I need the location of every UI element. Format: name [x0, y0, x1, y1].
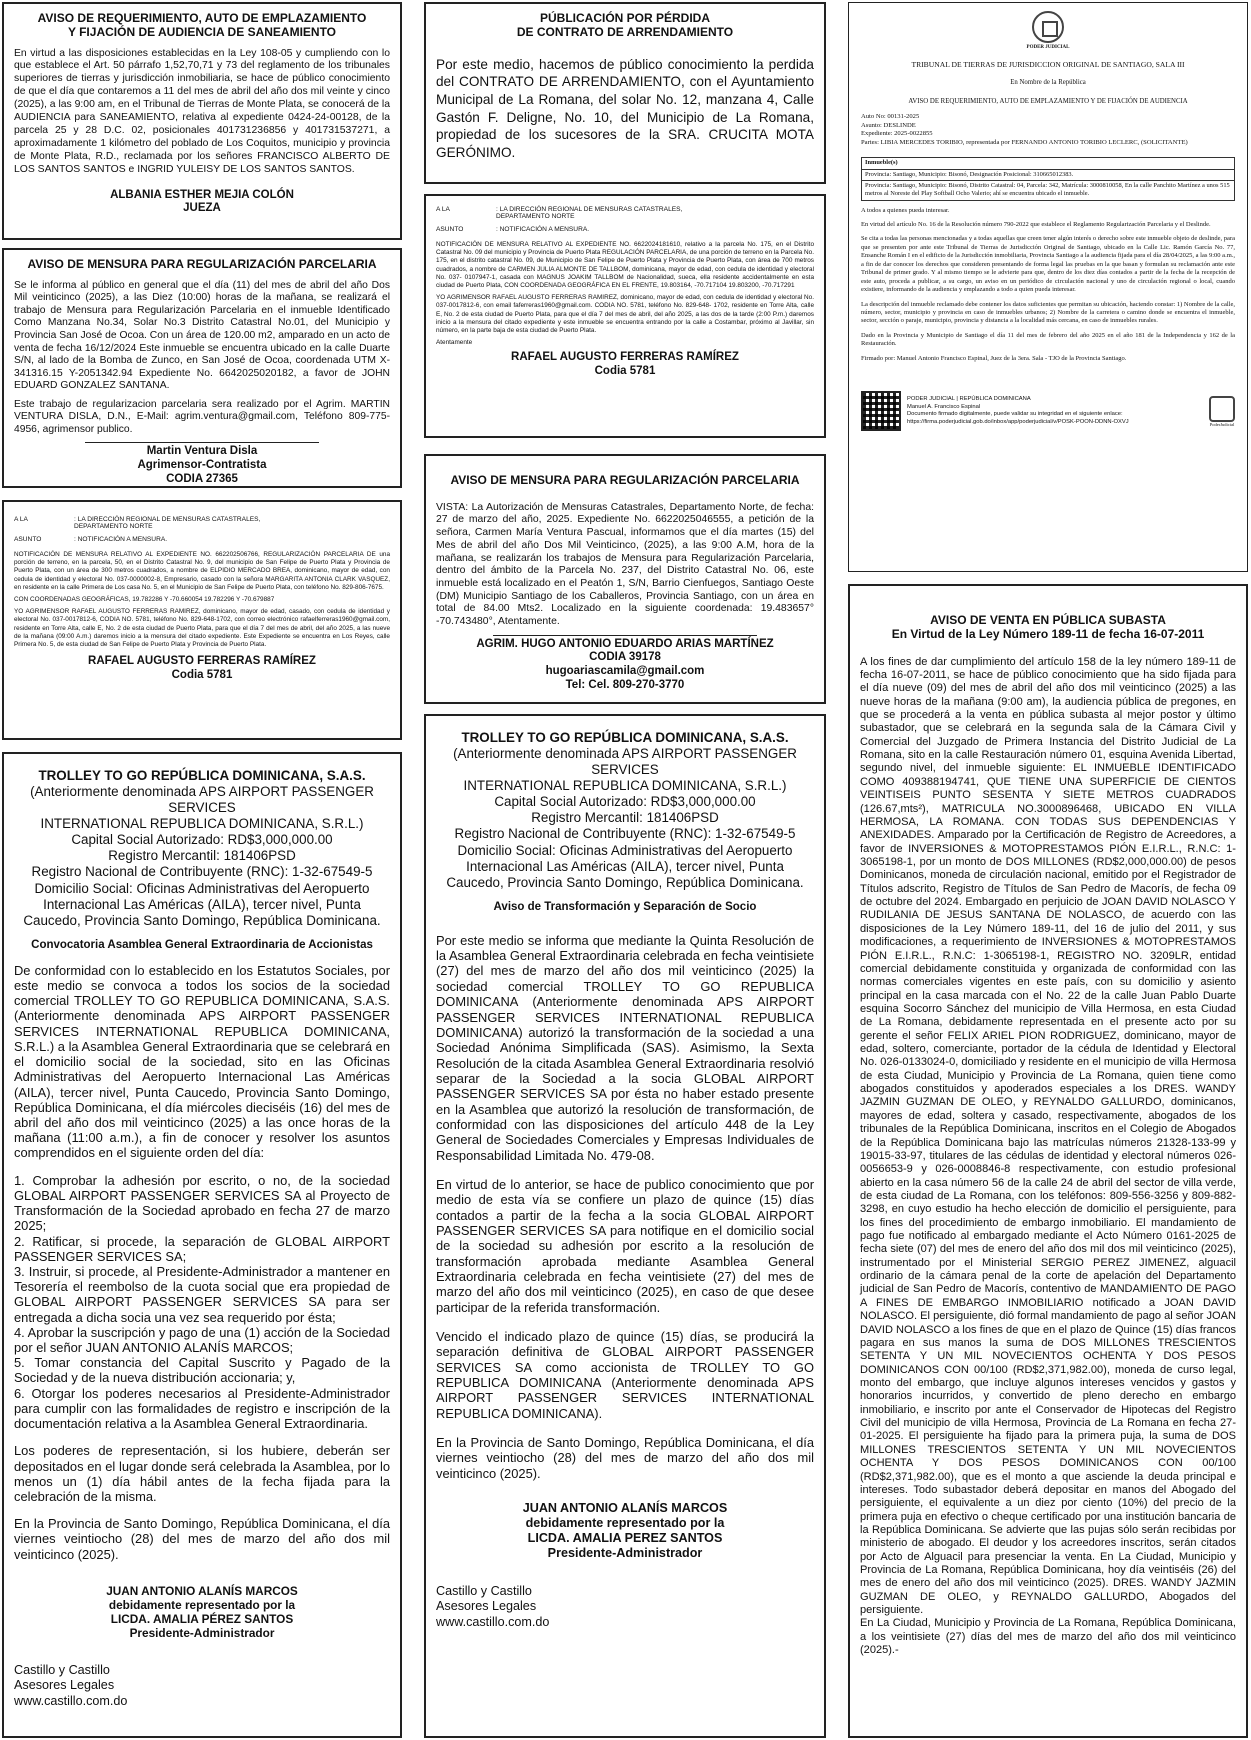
property-row: Provincia: Santiago, Municipio: Bisonó, Designación Posicional: 310665012383. — [862, 170, 1234, 181]
header-row — [436, 226, 814, 233]
company-registry: Registro Mercantil: 181406PSD — [108, 848, 296, 864]
signer-note: debidamente representado por la — [108, 1598, 296, 1613]
notice-tribunal-santiago — [848, 2, 1248, 572]
law-firm-role: Asesores Legales — [14, 1678, 115, 1693]
signer-role: Agrimensor-Contratista — [137, 459, 267, 472]
footer-signer: Manuel A. Francisco Espinal — [907, 403, 981, 410]
court-invocation: En Nombre de la República — [1010, 79, 1086, 86]
signer-representative: LICDA. AMALIA PEREZ SANTOS — [527, 1531, 723, 1546]
law-firm — [14, 1663, 390, 1710]
notice-paragraph: NOTIFICACIÓN DE MENSURA RELATIVO AL EXPEDIENTE NO. 6622024181610, relativo a la parcela No. 175, en el Distrito Catastral No. 09 del municipio y Provincia de Puerto Plata REGULACIÓN PARCELARIA, de una porción de terreno en la Parcela No. 175, en el distrito catastral No. 09, de Municipio de San Felipe de Puerto Plata y Provincia de Puerto Plata, con área de 700 metros cuadrados, a nombre de CARMEN JULIA ALMONTE DE TALLBOM, dominicana, mayor de edad, con cedula de identidad y electoral No. 037- 0107947-1, casada con MAGNUS JOAKIM TALLBOM de Nacionalidad, sueca, ella residente accidentalmente en esta ciudad de Puerto Plata, CON COORDENADA GEOGRÁFICA EN EL FRENTE, 19.803164, -70.717104 19.803200, -70.717291 — [436, 241, 814, 289]
signer-name: AGRIM. HUGO ANTONIO EDUARDO ARIAS MARTÍNEZ — [476, 637, 774, 650]
court-name: TRIBUNAL DE TIERRAS DE JURISDICCION ORIGINAL DE SANTIAGO, SALA III — [911, 60, 1185, 69]
digital-signature-text — [901, 396, 1209, 426]
notice-title — [860, 614, 1236, 642]
agenda-item: 1. Comprobar la adhesión por escrito, o no, de la sociedad GLOBAL AIRPORT PASSENGER SERVICES SA al Proyecto de Transformación de la Sociedad aprobado en fecha 27 de marzo 2025; — [14, 1172, 390, 1234]
law-firm-name: Castillo y Castillo — [436, 1583, 532, 1598]
notice-paragraph: YO AGRIMENSOR RAFAEL AUGUSTO FERRERAS RAMIREZ, dominicano, mayor de edad, casado, con cedula de identidad y electoral No. 037-0017812-6, CODIA NO. 5781, teléfono No. 829-648-1702, con correo electrónico rafaelferreras1960@gmail.com, residente en Torre Alta, calle E, No. 2 de esta ciudad de Puerto Plata, para que el día 7 del mes de abril, del año 2025, a las nueve de la mañana (09:00 A.m.) daremos inicio a la mensura del citado expediente. Este Expediente se encuentra en Los Reyes, calle Primera No. 5, de esta ciudad de San Felipe de Puerto Plata y Provincia de Puerto Plata. — [14, 608, 390, 648]
signer-name: JUAN ANTONIO ALANÍS MARCOS — [106, 1583, 298, 1598]
notice-paragraph: Se le informa al público en general que el día (11) del mes de abril del año Dos Mil veinticinco (2025), a las Diez (10:00) horas de la mañana, se realizará el trabajo de Mensura para Regularización Parcelaria en el inmueble Identificado Como Manzana No.34, Solar No.3 Distrito Catastral No.01, del Municipio y Provincia San José de Ocoa. Con un área de 120.00 m2, amparado en un acto de venta de fecha 16/12/2024 Este inmueble se encuentra ubicado en la calle Duarte S/N, al lado de la Bomba de Zunco, en San José de Ocoa, coordenada UTM X-341316.15 Y-2051342.94 Expediente No. 6642025020182, a favor de JOHN EDUARD GONZALEZ SANTANA. — [14, 279, 390, 392]
notice-mensura-ocoa — [2, 248, 402, 488]
notice-subtitle: Convocatoria Asamblea General Extraordinaria de Accionistas — [31, 938, 373, 951]
notice-body — [860, 656, 1236, 1658]
company-address: Domicilio Social: Oficinas Administrativas del Aeropuerto Internacional Las Américas (AILA), tercer nivel, Punta Caucedo, Provincia Santo Domingo, República Dominicana. — [23, 880, 381, 928]
agenda-item: 6. Otorgar los poderes necesarios al Presidente-Administrador para cumplir con las formalidades de registro e inscripción de la documentación relativa a la Asamblea General Extraordinaria. — [14, 1385, 390, 1432]
notice-paragraph: Se cita a todas las personas mencionadas y a todas aquellas que creen tener algún interés o derecho sobre este inmueble objeto de deslinde, para que se presenten por ante este Tribunal de Tierras de Jurisdicción Original de Santiago, ubicado en la Calle Lic. Ramón García No. 77, Ensanche Román I en el edificio de la Jurisdicción inmobiliaria, Provincia Santiago a la audiencia fijada para el día 28/04/2025, a las 9:00 a.m., a fin de dar conocer los derechos que consideren presentando de forma legal las pruebas en la que basan y formulan su reclamación ante este Tribunal de primer grado. Y al mismo tiempo se le advierte para que, dentro de los diez días contados a partir de la fecha de la recepción de este auto, proceda a publicar, a su cargo, un aviso en un periódico de circulación nacional y uno de circulación regional o local, cuando existiere, informando de la audiencia y emplazando a todo a quien pueda interesar. — [861, 235, 1235, 294]
poder-judicial-logo-icon — [1209, 396, 1235, 422]
notice-paragraph: YO AGRIMENSOR RAFAEL AUGUSTO FERRERAS RAMIREZ, dominicano, mayor de edad, con cedula de identidad y electoral No. 037-0017812-6, con email faferreras1960@gmail.com. CODIA NO. 5781, teléfono No. 829-648- 1702, residente en Torre Alta, calle E, No. 2 de esta ciudad de Puerto Plata, para que el día 7 del mes de abril, del año 2025, a las dos de la tarde (2:00 P.m.) daremos inicio a la mensura del citado expediente y este inmueble se encuentra entrando por la calle a Costambar, próximo al Javillar, sin número, en la parte baja de esta ciudad de Puerto Plata. — [436, 294, 814, 334]
agenda-item: 2. Ratificar, si procede, la separación de GLOBAL AIRPORT PASSENGER SERVICES SA; — [14, 1233, 390, 1264]
agenda-item: 4. Aprobar la suscripción y pago de una (1) acción de la Sociedad por el señor JUAN ANTONIO ALANÍS MARCOS; — [14, 1324, 390, 1356]
header-row — [436, 206, 814, 220]
field-label: ASUNTO — [14, 536, 42, 543]
footer-link: https://firma.poderjudicial.gob.do/inbox/app/poderjudicial/v/POSK-POON-DDNN-OXVJ — [907, 418, 1129, 425]
notice-paragraph: Vencido el indicado plazo de quince (15) días, se producirá la separación definitiva de GLOBAL AIRPORT PASSENGER SERVICES SA como accionista de TROLLEY TO GO REPUBLICA DOMINICANA (Anteriormente denominada APS AIRPORT PASSENGER SERVICES INTERNATIONAL REPUBLICA DOMINICANA). — [436, 1329, 814, 1421]
notice-paragraph: En virtud de lo anterior, se hace de publico conocimiento que por medio de esta vía se confiere un plazo de quince (15) días contados a partir de la fecha a la socia GLOBAL AIRPORT PASSENGER SERVICES SA para notifique en el domicilio social de la sociedad su adhesión por escrito a la resolución de transformación aprobada mediante Asamblea General Extraordinaria celebrada en fecha veintisiete (27) del mes de marzo del año dos mil veinticinco (2025), en caso de que desee participar de la referida transformación. — [436, 1176, 814, 1315]
notice-body — [436, 933, 814, 1481]
notice-notificacion-mensura-1 — [2, 500, 402, 740]
company-capital: Capital Social Autorizado: RD$3,000,000.00 — [494, 794, 756, 810]
notice-title: AVISO DE MENSURA PARA REGULARIZACIÓN PARCELARIA — [450, 473, 800, 487]
notice-paragraph: CON COORDENADAS GEOGRÁFICAS, 19.782286 Y -70.660054 19.782296 Y -70.679887 — [14, 595, 275, 603]
field-value: : NOTIFICACIÓN A MENSURA. — [496, 226, 590, 233]
signer-representative: LICDA. AMALIA PÉREZ SANTOS — [110, 1612, 294, 1627]
qr-code-icon — [861, 391, 901, 431]
notice-saneamiento — [2, 2, 402, 240]
notice-paragraph: A los fines de dar cumplimiento del artículo 158 de la ley número 189-11 de fecha 16-07-2011, se hace de público conocimiento que ha sido fijada para el día nueve (09) del mes de abril del año dos mil veinticinco (2025) a las nueve horas de la mañana (9:00 am), la audiencia pública de pregones, en que se procederá a la venta en pública subasta al mejor postor y último subastador, que se celebrará en la segunda sala de la Cámara Civil y Comercial del Juzgado de Primera Instancia del Distrito Judicial de La Romana, sito en la calle Restauración número 01, esquina Avenida Libertad, segundo nivel, del inmueble siguiente: EL INMUEBLE IDENTIFICADO COMO 409388194741, QUE TIENE UNA SUPERFICIE DE CIENTOS VEINTISEIS PUNTO SESENTA Y SIETE METROS CUADRADOS (126.67,mts²), MATRICULA NO.3000896468, UBICADO EN VILLA HERMOSA, LA ROMANA. CON TODAS SUS DEPENDENCIAS Y ANEXIDADES. Amparado por la Certificación de Registro de Acreedores, a favor de INVERSIONES & MOTOPRESTAMOS PIÓN E.I.R.L., R.N.C: 1-3065198-1, por un monto de DOS MILLONES (RD$2,000,000.00) de pesos Dominicanos, moneda de circulación nacional, emitido por el Registrador de Títulos adscrito, Registro de Títulos de San Pedro de Macorís, de fecha 09 de octubre del 2024. Embargado en perjuicio de JOAN DAVID NOLASCO Y RUDILANIA DE JESUS SANTANA DE NOLASCO, de acuerdo con las disposiciones de la Ley Número 189-11, del 16 de julio del 2011, y sus modificaciones, a requerimiento de INVERSIONES & MOTOPRESTAMOS PIÓN E.I.R.L., R.N.C: 1-3065198-1, REGISTRO NO. 3209LR, entidad comercial debidamente constituida y organizada de conformidad con las normas comerciales vigentes en este país, con su domicilio y asiento principal en la casa marcada con el No. 22 de la calle Juan Pablo Duarte esquina Socorro Sánchez del municipio de Villa Hermosa, en esta Ciudad de La Romana, debidamente representada en el presente acto por su gerente el señor FELIX ARIEL PION RODRIGUEZ, dominicano, mayor de edad, soltero, comerciante, portador de la cédula de Identidad y Electoral No. 026-0133024-0, domiciliado y residente en el municipio de villa Hermosa de esta Ciudad, Municipio y Provincia de La Romana, quien tiene como abogados constituidos y apoderados especiales a los DRES. WANDY JAZMIN GUZMAN DE OLEO, y REYNALDO GALLURDO, dominicanos, mayores de edad, soltera y casado, respectivamente, abogados de los tribunales de la República Dominicana, inscritos en el Colegio de Abogados de la República Dominicana bajo las matrículas números 21328-133-99 y 19015-33-97, titulares de las cédulas de identidad y electoral números 026-0056653-9 y 026-0008846-8 respectivamente, con estudio profesional abierto en la casa número 56 de la calle 24 de abril del sector de villa verde, de esta ciudad de La Romana, con los teléfonos: 809-556-3256 y 809-882-3298, en cuyo estudio ha hecho elección de domicilio el persiguiente, para los fines del procedimiento de embargo inmobiliario. El mandamiento de pago fue notificado al embargado mediante el Acto Número 0161-2025 de fecha siete (07) del mes de enero del año dos mil dos mil veinticinco (2025), instrumentado por el Ministerial SERGIO PEREZ JIMENEZ, alguacil ordinario de la cámara penal de la corte de apelación del Departamento judicial de San Pedro de Macorís, contentivo de MANDAMIENTO DE PAGO A FINES DE EMBARGO INMOBILIARIO notificado a JOAN DAVID NOLASCO. El persiguiente, dió formal mandamiento de pago al señor JOAN DAVID NOLASCO a los fines de que en el plazo de Quince (15) días francos pagara en sus manos la suma de DOS MILLONES TRESCIENTOS SETENTA Y UN MIL NOVECIENTOS OCHENTA Y DOS PESOS DOMINICANOS CON 00/100 (RD$2,371,982.00), moneda de curso legal, monto del embargo, que incluye algunos intereses vencidos y gastos y honorarios incurridos, y convertido de pleno derecho en embargo inmobiliario, e inscrito por ante el Conservador de Hipotecas del Registro Civil del municipio de villa Hermosa, Provincia de La Romana en fecha 27-01-2025. El persiguiente ha fijado para la primera puja, la suma de DOS MILLONES TRESCIENTOS SETENTA Y UN MIL NOVECIENTOS OCHENTA Y DOS PESOS DOMINICANOS CON 00/100 (RD$2,371,982.00), que es el monto a que asciende la deuda principal e intereses. Todo subastador deberá depositar en manos del Abogado del persiguiente, el equivalente a un diez por ciento (10%) del precio de la primera puja en efectivo o cheque certificado por una institución bancaria de la República Dominicana. Se advierte que las pujas sólo serán recibidas por ministerio de abogado. El deudor y los acreedores inscritos, serán citados por Acto de Alguacil para presenciar la venta. En La Ciudad, Municipio y Provincia de La Romana, República Dominicana, hoy día veintiséis (26) del mes de enero del año dos mil veinticinco (2025). DRES. WANDY JAZMIN GUZMAN DE OLEO, y REYNALDO GALLURDO, Abogados del persiguiente. — [860, 655, 1236, 1617]
header-row — [14, 516, 390, 530]
company-capital: Capital Social Autorizado: RD$3,000,000.00 — [71, 832, 333, 848]
notice-paragraph: A todos a quienes pueda interesar. — [861, 206, 950, 214]
company-header — [436, 730, 814, 891]
signature-block — [436, 635, 814, 693]
notice-body — [14, 963, 390, 1562]
signer-name: ALBANIA ESTHER MEJIA COLÓN — [110, 188, 294, 201]
notice-closing: Atentamente — [436, 339, 473, 347]
notice-title: AVISO DE REQUERIMIENTO, AUTO DE EMPLAZAMIENTO Y FIJACIÓN DE AUDIENCIA DE SANEAMIENTO — [37, 11, 367, 39]
notice-perdida-contrato — [424, 2, 826, 184]
field-value: : LA DIRECCIÓN REGIONAL DE MENSURAS CATASTRALES, DEPARTAMENTO NORTE — [496, 206, 683, 220]
company-address: Domicilio Social: Oficinas Administrativas del Aeropuerto Internacional Las Américas (AILA), tercer nivel, Punta Caucedo, Provincia Santo Domingo, República Dominicana. — [446, 842, 804, 890]
notice-paragraph: Este trabajo de regularizacion parcelaria sera realizado por el Agrim. MARTIN VENTURA DISLA, D.N., E-Mail: agrim.ventura@gmail.com, Teléfono 809-775-4956, agrimensor publico. — [14, 398, 390, 435]
field-label: ASUNTO — [436, 226, 464, 233]
company-name: TROLLEY TO GO REPÚBLICA DOMINICANA, S.A.S. — [461, 730, 789, 745]
notice-paragraph: La descripción del inmueble reclamado debe contener los datos suficientes que permitan su ubicación, haciendo constar: 1) Nombre de la calle, número, sector, municipio y provincia en caso de inmuebles urbanos; 2) Nombre de la carretera o camino donde se encuentra el inmueble, sector, sección o paraje, municipio, provincia y distancia a la localidad más cercana, en caso de inmuebles rurales. — [861, 300, 1235, 325]
field-label: A LA — [436, 206, 450, 213]
signer-role: Presidente-Administrador — [547, 1546, 703, 1561]
signer-name: Martin Ventura Disla — [146, 445, 258, 458]
notice-body — [14, 280, 390, 437]
case-auto: Auto No: 00131-2025 — [861, 113, 920, 120]
company-header — [14, 768, 390, 929]
notice-subtitle: Aviso de Transformación y Separación de Socio — [493, 900, 757, 913]
agenda-list — [14, 1173, 390, 1432]
field-value: : NOTIFICACIÓN A MENSURA. — [74, 536, 168, 543]
notice-mensura-santiago — [424, 454, 826, 704]
field-label: A LA — [14, 516, 28, 523]
agenda-item: 5. Tomar constancia del Capital Suscrito y Pagado de la Sociedad y de la nueva distribución accionaria; y, — [14, 1355, 390, 1386]
signer-email: hugoariascamila@gmail.com — [545, 665, 705, 678]
signature-block — [436, 351, 814, 379]
signer-codia: Codia 5781 — [171, 668, 233, 681]
notice-paragraph: En La Ciudad, Municipio y Provincia de La Romana, República Dominicana, a los veintisiete (27) días del mes de marzo del año dos mil veinticinco (2025).- — [860, 1617, 1236, 1657]
notice-body: VISTA: La Autorización de Mensuras Catastrales, Departamento Norte, de fecha: 27 de marzo del año, 2025. Expediente No. 6622025046555, a petición de la señora, Carmen María Ventura Pascual, informamos que el día martes (15) del Mes de abril del año Dos Mil Veinticinco, (2025), a las 9:00 A.M, hora de la mañana, se realizarán los trabajos de Mensura para Regularización Parcelaria, dentro del ámbito de la Parcela No. 237, del Distrito Catastral No. 06, este inmueble está localizado en el Peatón 1, S/N, Barrio Cienfuegos, Santiago Oeste (DM) Municipio Santiago de los Caballeros, Provincia Santiago, con un área en total de 84.00 Mts2. Localizado en la siguiente coordenada: 19.483657° -70.743480°, Atentamente. — [436, 501, 814, 627]
company-rnc: Registro Nacional de Contribuyente (RNC): 1-32-67549-5 — [31, 864, 373, 880]
signer-codia: CODIA 27365 — [166, 472, 238, 485]
signer-codia: CODIA 39178 — [589, 651, 661, 664]
notice-paragraph: Por este medio se informa que mediante la Quinta Resolución de la Asamblea General Extraordinaria celebrada en fecha veintisiete (27) del mes de marzo del año dos mil veinticinco (2025) la sociedad comercial TROLLEY TO GO REPUBLICA DOMINICANA (Anteriormente denominada APS AIRPORT PASSENGER SERVICES INTERNATIONAL REPUBLICA DOMINICANA) autorizó la transformación de la sociedad a una Sociedad Anónima Simplificada (SAS). Asimismo, la Sexta Resolución de la citada Asamblea General Extraordinaria resolvió separar de la Sociedad a la socia GLOBAL AIRPORT PASSENGER SERVICES SA por ésta no haber estado presente en la Asamblea que autorizó la resolución de transformación, de conformidad con las disposiciones del artículo 448 de la Ley General de Sociedades Comerciales y Empresas Individuales de Responsabilidad Limitada No. 479-08. — [436, 932, 814, 1163]
notice-notificacion-mensura-2 — [424, 194, 826, 438]
signer-codia: Codia 5781 — [594, 365, 656, 378]
notice-paragraph: En virtud del artículo No. 16 de la Resolución número 790-2022 que establece el Reglamento Regularización Parcelaria y el Deslinde. — [861, 221, 1211, 228]
notice-title-line: PÚBLICACIÓN POR PÉRDIDA — [539, 11, 710, 25]
law-firm-website: www.castillo.com.do — [436, 1615, 550, 1630]
notice-title: AVISO DE REQUERIMIENTO, AUTO DE EMPLAZAMIENTO Y DE FIJACIÓN DE AUDIENCIA — [908, 98, 1188, 105]
signer-name: JUAN ANTONIO ALANÍS MARCOS — [522, 1501, 728, 1516]
notice-title — [436, 12, 814, 40]
signer-name: RAFAEL AUGUSTO FERRERAS RAMÍREZ — [88, 655, 316, 668]
case-partes: Partes: LIBIA MERCEDES TORIBIO, representada por FERNANDO ANTONIO TORIBIO LECLERC, (SOLICITANTE) — [861, 138, 1188, 146]
signature-block — [14, 655, 390, 683]
footer-org: PODER JUDICIAL | REPÚBLICA DOMINICANA — [907, 396, 1031, 403]
property-table — [861, 157, 1235, 200]
company-registry: Registro Mercantil: 181406PSD — [531, 810, 719, 826]
property-table-header: Inmueble(s) — [862, 158, 1234, 169]
company-former-name: (Anteriormente denominada APS AIRPORT PASSENGER SERVICES — [30, 784, 374, 816]
company-former-name-2: INTERNATIONAL REPUBLICA DOMINICANA, S.R.L.) — [463, 778, 787, 794]
signature-block — [14, 189, 390, 217]
case-asunto: Asunto: DESLINDE — [861, 121, 916, 129]
case-expediente: Expediente: 2025-0022855 — [861, 130, 933, 138]
signer-role: JUEZA — [183, 202, 221, 215]
signature-block — [436, 1501, 814, 1561]
signature-line — [85, 442, 318, 443]
notice-paragraph: Los poderes de representación, si los hubiere, deberán ser depositados en el lugar donde será celebrada la Asamblea, por lo menos un (1) día hábil antes de la fecha fijada para la celebración de la misma. — [14, 1443, 390, 1504]
company-former-name: (Anteriormente denominada APS AIRPORT PASSENGER SERVICES — [453, 746, 797, 778]
notice-title-line: AVISO DE VENTA EN PÚBLICA SUBASTA — [930, 613, 1166, 627]
notice-title-line: En Virtud de la Ley Número 189-11 de fecha 16-07-2011 — [891, 626, 1205, 641]
notice-paragraph: En la Provincia de Santo Domingo, República Dominicana, el día viernes veintiocho (28) del mes de marzo del año dos mil veinticinco (2025). — [436, 1435, 814, 1481]
notice-trolley-transformacion — [424, 714, 826, 1738]
notice-body — [436, 241, 814, 347]
notice-paragraph: De conformidad con lo establecido en los Estatutos Sociales, por este medio se convoca a todos los socios de la sociedad comercial TROLLEY TO GO REPUBLICA DOMINICANA, S.A.S. (Anteriormente denominada APS AIRPORT PASSENGER SERVICES INTERNATIONAL REPUBLICA DOMINICANA, S.R.L.) a la Asamblea General Extraordinaria que se celebrará en el domicilio social de la sociedad, sito en las Oficinas Administrativas del Aeropuerto Internacional Las Américas (AILA), tercer nivel, Punta Caucedo, Provincia Santo Domingo, República Dominicana, el día miércoles dieciséis (16) del mes de abril del año dos mil veinticinco (2025) a las once horas de la mañana (11:00 a.m.), a fin de conocer y resolver los asuntos comprendidos en el siguiente orden del día: — [14, 962, 390, 1161]
court-header — [861, 11, 1235, 50]
law-firm — [436, 1584, 814, 1631]
law-firm-website: www.castillo.com.do — [14, 1693, 128, 1708]
property-row: Provincia: Santiago, Municipio: Bisonó, Distrito Catastral: 04, Parcela: 342, Matrícula: 3000810058, En la calle Panchito Martínez a unos 515 metros al Noreste del Play Softball Ocho Valerio; ahí se encuentra ubicado el inmueble. — [865, 181, 1230, 198]
notice-title-line: DE CONTRATO DE ARRENDAMIENTO — [516, 24, 734, 39]
digital-signature-footer — [861, 391, 1235, 431]
notice-paragraph: En la Provincia de Santo Domingo, República Dominicana, el día viernes veintiocho (28) del mes de marzo del año dos mil veinticinco (2025). — [14, 1516, 390, 1562]
notice-trolley-convocatoria — [2, 752, 402, 1738]
court-logo-text: PODER JUDICIAL — [1026, 45, 1070, 50]
company-rnc: Registro Nacional de Contribuyente (RNC): 1-32-67549-5 — [454, 826, 796, 842]
company-former-name-2: INTERNATIONAL REPUBLICA DOMINICANA, S.R.L.) — [40, 816, 364, 832]
header-row — [14, 536, 390, 543]
notice-title: AVISO DE MENSURA PARA REGULARIZACIÓN PARCELARIA — [27, 257, 377, 271]
signature-block — [14, 442, 390, 486]
signature-block — [14, 1584, 390, 1641]
notice-body — [861, 207, 1235, 364]
footer-logo — [1209, 396, 1235, 427]
signer-phone: Tel: Cel. 809-270-3770 — [565, 679, 685, 692]
notice-body — [14, 551, 390, 649]
field-value: : LA DIRECCIÓN REGIONAL DE MENSURAS CATASTRALES, DEPARTAMENTO NORTE — [74, 516, 261, 530]
notice-body: En virtud a las disposiciones establecidas en la Ley 108-05 y cumpliendo con lo que establece el Art. 50 párrafo 1,52,70,71 y 73 del reglamento de los tribunales superiores de tierras y jurisdicción inmobiliaria, se hace de público conocimiento de que el día que contaremos a 11 del mes de abril del año dos mil veinte y cinco (2025), a las 9:00 am, en el Tribunal de Tierras de Monte Plata, se conocerá de la AUDIENCIA para SANEAMIENTO, relativa al expediente 0424-24-00128, de la parcela 25 y 28 D.C. 02, posicionales 401731236856 y 401731537271, a aproximadamente 1 kilómetro del poblado de Los Coquitos, municipio y provincia de Monte Plata, R.D., reclamada por los señores FRANCISCO ALBERTO DE LOS SANTOS SANTOS e INGRID YULEISY DE LOS SANTOS SANTOS. — [14, 47, 391, 175]
footer-logo-text: PoderJudicial — [1209, 421, 1235, 427]
law-firm-role: Asesores Legales — [436, 1599, 537, 1614]
notice-paragraph: NOTIFICACIÓN DE MENSURA RELATIVO AL EXPEDIENTE NO. 662202506766, REGULARIZACIÓN PARCELARIA DE una porción de terreno, en la parcela, 50, en el Distrito Catastral No. 9, del municipio de San Felipe de Puerto Plata y Provincia de Puerto Plata, con un área de 300 metros cuadrados, a nombre de ELPIDIO MERCADO BREA, dominicano, mayor de edad, con cedula de identidad y electoral No. 037-0000002-8, Empresario, casado con la señora MARGARITA ANTONIA CLARK VASQUEZ, en residente en la calle Primera de Los casa No. 5, en el Municipio de San Felipe de Puerto Plata, con teléfono No. 829-806-7675. — [14, 551, 390, 591]
notice-signature-line: Firmado por: Manuel Antonio Francisco Espinal, Juez de la 3era. Sala - TJO de la Provincia Santiago. — [861, 354, 1127, 362]
signer-role: Presidente-Administrador — [129, 1626, 275, 1641]
signer-name: RAFAEL AUGUSTO FERRERAS RAMÍREZ — [511, 351, 739, 364]
footer-note: Documento firmado digitalmente, puede validar su integridad en el siguiente enlace: — [907, 411, 1123, 418]
notice-venta-subasta — [848, 584, 1248, 1738]
signer-note: debidamente representado por la — [525, 1516, 725, 1531]
coat-of-arms-icon — [1032, 11, 1064, 43]
case-info — [861, 113, 1235, 147]
signature-line — [493, 635, 758, 636]
company-name: TROLLEY TO GO REPÚBLICA DOMINICANA, S.A.S. — [38, 768, 366, 783]
notice-body: Por este medio, hacemos de público conocimiento la perdida del CONTRATO DE ARRENDAMIENTO, con el Ayuntamiento Municipal de La Romana, del solar No. 12, manzana 4, Calle Gastón F. Deligne, No. 10, del Municipio de La Romana, propiedad de los sucesores de la SRA. CRUCITA MOTA GERÓNIMO. — [436, 56, 814, 160]
law-firm-name: Castillo y Castillo — [14, 1662, 110, 1677]
notice-paragraph: Dado en la Provincia y Municipio de Santiago el día 11 del mes de febrero del año 2025 en el año 181 de la Independencia y 162 de la Restauración. — [861, 331, 1235, 348]
agenda-item: 3. Instruir, si procede, al Presidente-Administrador a mantener en Tesorería el reembolso de la cuota social que era propiedad de GLOBAL AIRPORT PASSENGER SERVICES SA para ser entregada a dicha socia una vez sea requerido por ésta; — [14, 1263, 390, 1325]
